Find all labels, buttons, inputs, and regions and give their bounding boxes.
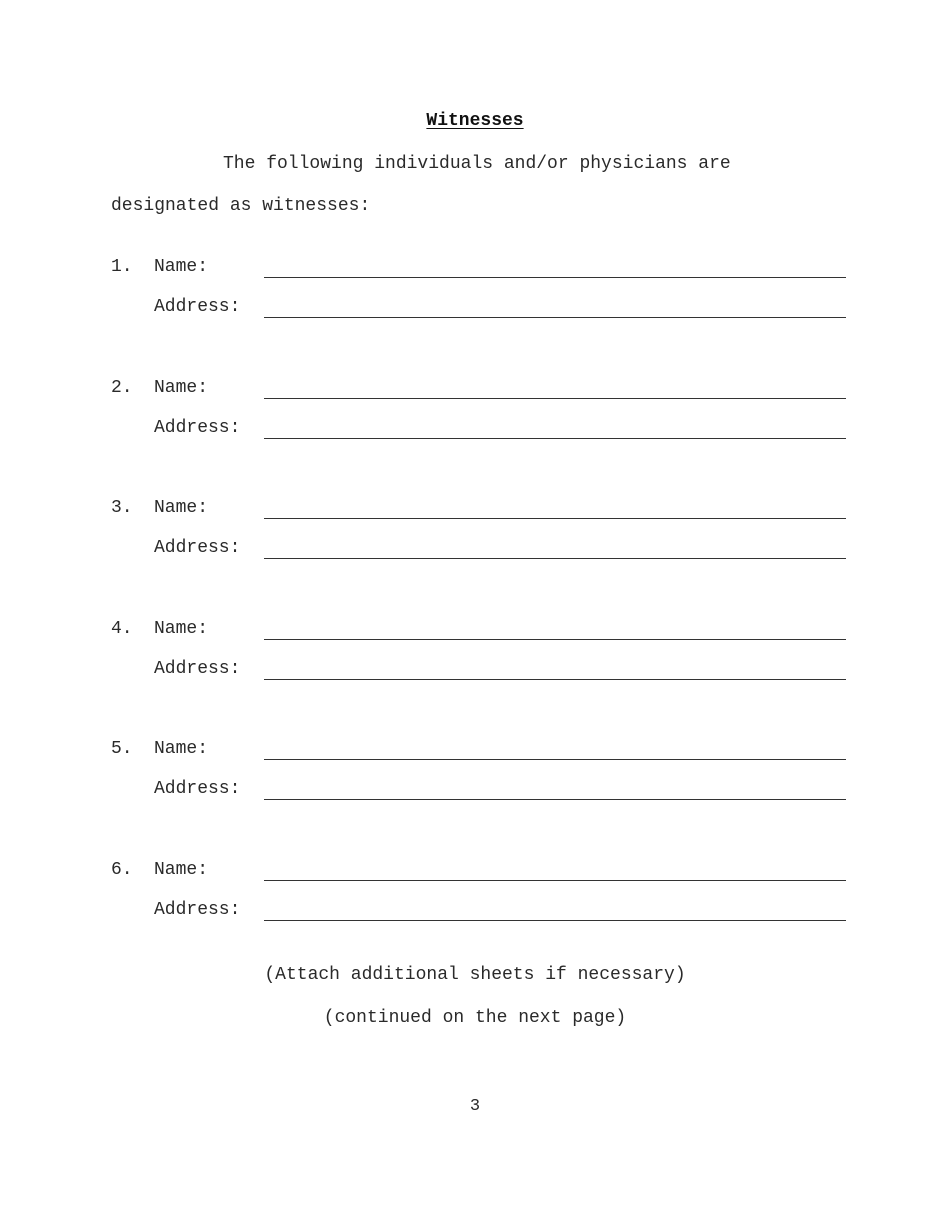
witness-name-row [0,497,950,519]
name-label: Name: [154,739,209,759]
witness-entry [0,859,950,980]
witness-entry [0,377,950,498]
witness-number: 6. [111,859,133,880]
name-label: Name: [154,498,209,518]
address-label: Address: [154,899,241,920]
witness-entry [0,738,950,859]
page-title-text: Witnesses [426,111,524,131]
witness-name-row [0,738,950,760]
witness-name-row [0,377,950,399]
intro-text-line-1: The following individuals and/or physicians are [223,154,731,174]
witness-name-field[interactable] [264,398,846,399]
name-label: Name: [154,257,209,277]
address-label: Address: [154,658,241,679]
intro-text-line-2: designated as witnesses: [111,196,371,216]
witness-address-field[interactable] [264,438,846,439]
witness-number: 4. [111,618,133,639]
name-label: Name: [154,377,209,398]
witness-number: 3. [111,498,133,518]
witness-name-row [0,859,950,881]
witness-address-row [0,899,950,921]
address-label: Address: [154,538,241,558]
witness-name-field[interactable] [264,759,846,760]
witness-address-field[interactable] [264,317,846,318]
address-label: Address: [154,417,241,438]
name-label: Name: [154,618,209,639]
address-label: Address: [154,779,241,799]
witness-number: 5. [111,739,133,759]
witness-address-row [0,417,950,439]
address-label: Address: [154,297,241,317]
attach-note: (Attach additional sheets if necessary) [264,965,686,985]
witness-name-field[interactable] [264,518,846,519]
witness-address-row [0,778,950,800]
witness-address-row [0,537,950,559]
witness-name-row [0,256,950,278]
witness-address-row [0,296,950,318]
witness-entry [0,497,950,618]
witness-address-field[interactable] [264,799,846,800]
witness-name-field[interactable] [264,277,846,278]
witness-address-field[interactable] [264,920,846,921]
witness-entry [0,256,950,377]
witness-name-field[interactable] [264,639,846,640]
witness-address-field[interactable] [264,679,846,680]
witness-address-row [0,658,950,680]
witness-name-field[interactable] [264,880,846,881]
witness-number: 2. [111,377,133,398]
witness-address-field[interactable] [264,558,846,559]
page-number: 3 [469,1097,481,1116]
witness-entry [0,618,950,739]
witness-list [0,256,950,979]
page-title [0,110,950,132]
name-label: Name: [154,859,209,880]
witness-number: 1. [111,257,133,277]
continued-note: (continued on the next page) [323,1008,627,1028]
witness-name-row [0,618,950,640]
